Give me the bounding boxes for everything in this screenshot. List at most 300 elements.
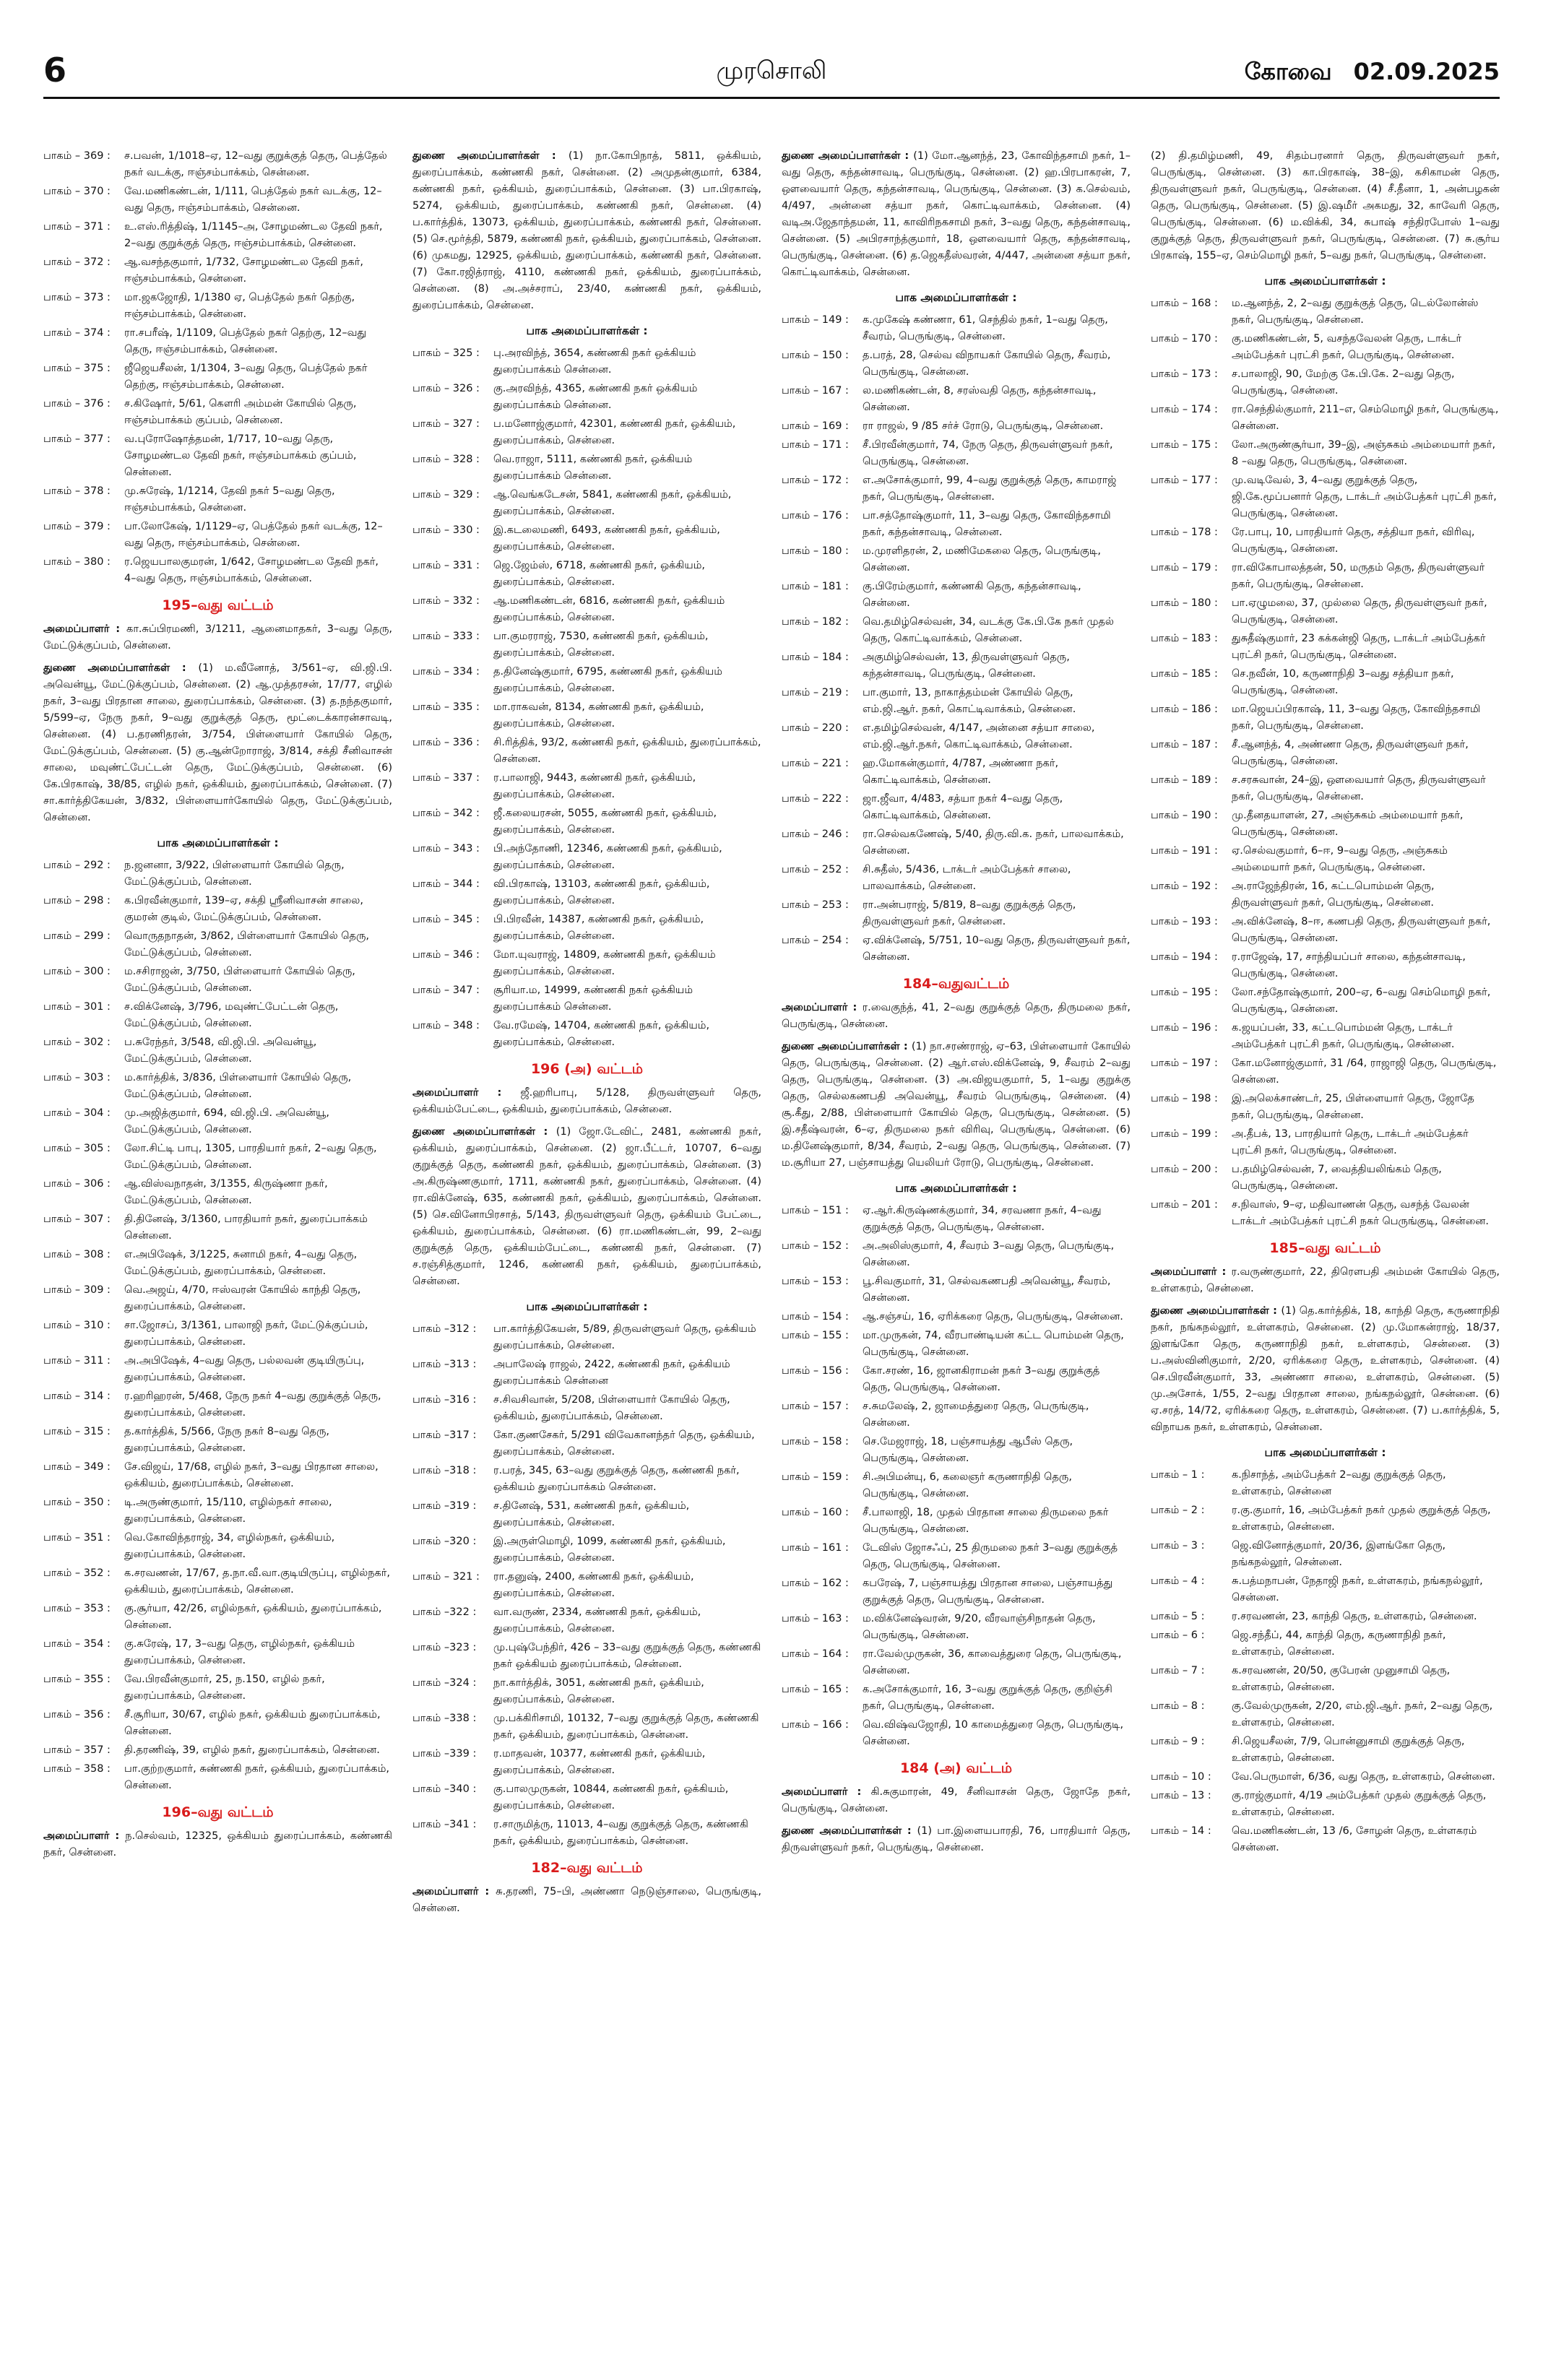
booth-entry — [1151, 631, 1500, 664]
ward-heading: 195–வது வட்டம் — [162, 597, 274, 613]
member-name-address: ப.சுரேந்தர், 3/548, வி.ஜி.பி. அவென்யூ, மேட்டுக்குப்பம், சென்னை. — [124, 1037, 317, 1065]
role-text: (1) ம.வீனோத், 3/561–ஏ, வி.ஜி.பி. அவென்யூ, மேட்டுக்குப்பம், சென்னை. (2) ஆ.முத்தரசன், 17/77, எழில் நகர், 3–வது பிரதான சாலை, துரைப்பாக்கம், சென்னை. (3) த.நந்தகுமார், 5/599–ஏ, நேரு நகர், 9–வது குறுக்குத் தெரு, மூட்டைக்காரன்சாவடி, சென்னை. (4) ப.தரணிதரன், 3/754, பிள்ளையார் கோயில் தெரு, மேட்டுக்குப்பம், சென்னை. (5) கு.ஆன்றோராஜ், 3/814, சக்தி சீனிவாசன் சாலை, மவுண்ட்பேட்டன் தெரு, மேட்டுக்குப்பம், சென்னை. (6) கே.பிரகாஷ், 38/85, எழில் நகர், ஒக்கியம், துரைப்பாக்கம், சென்னை. (7) சா.கார்த்திகேயன், 3/832, பிள்ளையார்கோயில் தெரு, மேட்டுக்குப்பம், சென்னை. — [43, 662, 392, 823]
booth-number: பாகம் –318 : — [412, 1465, 477, 1476]
booth-number: பாகம் – 353 : — [43, 1603, 111, 1614]
member-name-address: மு.அஜித்குமார், 694, வி.ஜி.பி. அவென்யூ, மேட்டுக்குப்பம், சென்னை. — [124, 1107, 329, 1135]
booth-entry — [412, 735, 761, 768]
member-name-address: கோ.சரண், 16, ஜானகிராமன் நகர் 3–வது குறுக்குத் தெரு, பெருங்குடி, சென்னை. — [863, 1365, 1100, 1393]
booth-number: பாகம் – 189 : — [1151, 774, 1218, 786]
member-name-address: சா.ஜோசப், 3/1361, பாலாஜி நகர், மேட்டுக்குப்பம், துரைப்பாக்கம், சென்னை. — [124, 1320, 368, 1348]
member-name-address: ஆ.வசந்தகுமார், 1/732, சோழமண்டல தேவி நகர், ஈஞ்சம்பாக்கம், சென்னை. — [124, 256, 363, 285]
booth-entry — [43, 396, 392, 429]
booth-number: பாகம் – 220 : — [782, 722, 849, 734]
booth-entry — [412, 805, 761, 839]
member-name-address: லோ.அருண்சூர்யா, 39–இ, அஞ்சுகம் அம்மையார் நகர், 8 –வது தெரு, பெருங்குடி, சென்னை. — [1232, 439, 1496, 467]
booth-number: பாகம் – 183 : — [1151, 633, 1218, 644]
booth-number: பாகம் –319 : — [412, 1500, 477, 1512]
booth-number: பாகம் – 302 : — [43, 1037, 111, 1048]
member-name-address: வெ.கோவிந்தராஜ், 34, எழில்நகர், ஒக்கியம், துரைப்பாக்கம், சென்னை. — [124, 1532, 335, 1560]
booth-number: பாகம் – 327 : — [412, 418, 480, 430]
booth-entry — [1151, 949, 1500, 982]
booth-entry — [782, 418, 1131, 435]
member-name-address: ரா ராஜல், 9 /85 சர்ச் ரோடு, பெருங்குடி, சென்னை. — [863, 420, 1104, 432]
booth-number: பாகம் – 328 : — [412, 454, 480, 465]
role-label: துணை அமைப்பாளர்கள் : — [412, 1126, 556, 1138]
member-name-address: ர.ஜெயபாலகுமரன், 1/642, சோழமண்டல தேவி நகர், 4–வது தெரு, ஈஞ்சம்பாக்கம், சென்னை. — [124, 556, 379, 584]
member-name-address: ம.சசிராஜன், 3/750, பிள்ளையார் கோயில் தெரு, மேட்டுக்குப்பம், சென்னை. — [124, 966, 355, 994]
member-name-address: சி.ரித்திக், 93/2, கண்ணகி நகர், ஒக்கியம், துரைப்பாக்கம், சென்னை. — [493, 737, 761, 765]
booth-entry — [782, 1238, 1131, 1271]
member-name-address: ம.முரளிதரன், 2, மணிமேகலை தெரு, பெருங்குடி, சென்னை. — [863, 545, 1101, 574]
booth-number: பாகம் – 379 : — [43, 521, 111, 532]
booth-number: பாகம் – 157 : — [782, 1401, 849, 1412]
booth-number: பாகம் – 325 : — [412, 347, 480, 359]
booth-entry — [1151, 843, 1500, 876]
booth-entry — [782, 756, 1131, 789]
member-name-address: க.நிசாந்த், அம்பேத்கர் 2–வது குறுக்குத் தெரு, உள்ளகரம், சென்னை — [1232, 1469, 1446, 1497]
page-number: 6 — [43, 51, 67, 90]
booth-entry — [782, 1611, 1131, 1644]
booth-number: பாகம் – 307 : — [43, 1213, 111, 1225]
booth-number: பாகம் – 180 : — [782, 545, 849, 557]
booth-entry — [1151, 560, 1500, 593]
booth-entry — [1151, 1627, 1500, 1661]
booth-entry — [1151, 1788, 1500, 1821]
member-name-address: அகுமிழ்செல்வன், 13, திருவள்ளுவர் தெரு, கந்தன்சாவடி, பெருங்குடி, சென்னை. — [863, 652, 1070, 680]
booth-number: பாகம் – 303 : — [43, 1072, 111, 1083]
role-text: ர.வருண்குமார், 22, திரௌபதி அம்மன் கோயில் தெரு, உள்ளகரம், சென்னை. — [1151, 1266, 1500, 1294]
role-paragraph — [43, 1828, 392, 1861]
booth-entry — [43, 1671, 392, 1705]
booth-entry — [43, 1388, 392, 1421]
booth-number: பாகம் – 253 : — [782, 899, 849, 911]
booth-entry — [782, 1682, 1131, 1715]
subheading: பாக அமைப்பாளர்கள் : — [526, 1300, 648, 1313]
booth-number: பாகம் – 151 : — [782, 1205, 849, 1216]
booth-entry — [43, 1353, 392, 1386]
booth-entry — [782, 791, 1131, 824]
member-name-address: ர.ஹரிஹரன், 5/468, நேரு நகர் 4–வது குறுக்குத் தெரு, துரைப்பாக்கம், சென்னை. — [124, 1390, 381, 1419]
booth-number: பாகம் – 197 : — [1151, 1057, 1218, 1069]
booth-number: பாகம் – 358 : — [43, 1763, 111, 1775]
role-paragraph — [1151, 148, 1500, 264]
role-label: அமைப்பாளர் : — [43, 1830, 126, 1842]
member-name-address: ர.பாலாஜி, 9443, கண்ணகி நகர், ஒக்கியம், துரைப்பாக்கம், சென்னை. — [493, 772, 696, 800]
booth-entry — [43, 1424, 392, 1457]
booth-entry — [412, 381, 761, 414]
booth-number: பாகம் – 254 : — [782, 935, 849, 946]
booth-entry — [412, 876, 761, 909]
booth-number: பாகம் – 13 : — [1151, 1790, 1211, 1801]
booth-entry — [1151, 808, 1500, 841]
member-name-address: சீ.பிரவீன்குமார், 74, நேரு தெரு, திருவள்ளுவர் நகர், பெருங்குடி, சென்னை. — [863, 439, 1113, 467]
booth-entry — [412, 1640, 761, 1673]
booth-entry — [412, 1746, 761, 1779]
booth-entry — [43, 1247, 392, 1280]
ward-heading: 184–வதுவட்டம் — [902, 976, 1010, 992]
booth-number: பாகம் – 164 : — [782, 1648, 849, 1660]
booth-entry — [43, 1761, 392, 1794]
booth-number: பாகம் –322 : — [412, 1606, 477, 1618]
booth-number: பாகம் – 181 : — [782, 581, 849, 592]
member-name-address: ஹ.மோகன்குமார், 4/787, அண்ணா நகர், கொட்டிவாக்கம், சென்னை. — [863, 758, 1059, 786]
member-name-address: ல.மணிகண்டன், 8, சரஸ்வதி தெரு, கந்தன்சாவடி, சென்னை. — [863, 385, 1097, 413]
booth-number: பாகம் – 4 : — [1151, 1575, 1205, 1587]
booth-entry — [1151, 1663, 1500, 1696]
booth-entry — [412, 593, 761, 626]
member-name-address: இ.அலெக்சாண்டர், 25, பிள்ளையார் தெரு, ஜோதே நகர், பெருங்குடி, சென்னை. — [1232, 1093, 1474, 1121]
member-name-address: மு.தீனதயாளன், 27, அஞ்சுகம் அம்மையார் நகர், பெருங்குடி, சென்னை. — [1232, 810, 1464, 838]
booth-entry — [43, 325, 392, 358]
booth-number: பாகம் – 10 : — [1151, 1771, 1211, 1783]
member-name-address: சீ.ஆனந்த், 4, அண்ணா தெரு, திருவள்ளுவர் நகர், பெருங்குடி, சென்னை. — [1232, 739, 1469, 767]
booth-entry — [782, 347, 1131, 381]
booth-entry — [43, 1601, 392, 1634]
member-name-address: அ.ராஜேந்திரன், 16, கட்டபொம்மன் தெரு, திருவள்ளுவர் நகர், பெருங்குடி, சென்னை. — [1232, 880, 1435, 909]
booth-entry — [412, 558, 761, 591]
booth-entry — [1151, 737, 1500, 770]
booth-number: பாகம் – 329 : — [412, 489, 480, 501]
booth-entry — [1151, 472, 1500, 522]
role-text: (2) தி.தமிழ்மணி, 49, சிதம்பரனார் தெரு, திருவள்ளுவர் நகர், பெருங்குடி, சென்னை. (3) கா.பிரகாஷ், 38–இ, கசிகாமன் தெரு, திருவள்ளுவர் நகர், பெருங்குடி, சென்னை. (4) சீ.தீனா, 1, அன்பழகன் தெரு, பெருங்குடி, சென்னை. (5) இ.ஷமீர் அகமது, 32, காவேரி தெரு, பெருங்குடி, சென்னை. (6) ம.விக்கி, 34, சுபாஷ் சந்திரபோஸ் 1–வது குறுக்குத் தெரு, திருவள்ளுவர் நகர், பெருங்குடி, சென்னை. (7) சு.சூர்ய பிரகாஷ், 155–ஏ, செம்மொழி நகர், 5–வது நகர், பெருங்குடி, சென்னை. — [1151, 150, 1500, 261]
member-name-address: வே.பிரவீன்குமார், 25, ந.150, எழில் நகர், துரைப்பாக்கம், சென்னை. — [124, 1674, 325, 1702]
booth-number: பாகம் – 7 : — [1151, 1665, 1205, 1676]
booth-number: பாகம் – 194 : — [1151, 951, 1218, 963]
booth-entry — [1151, 772, 1500, 805]
booth-number: பாகம் – 349 : — [43, 1461, 111, 1473]
booth-number: பாகம் – 1 : — [1151, 1469, 1205, 1481]
member-name-address: ஜெ.ஜேம்ஸ், 6718, கண்ணகி நகர், ஒக்கியம், துரைப்பாக்கம், சென்னை. — [493, 560, 706, 588]
member-name-address: ச.பவன், 1/1018–ஏ, 12–வது குறுக்குத் தெரு, பெத்தேல் நகர் வடக்கு, ஈஞ்சம்பாக்கம், சென்னை. — [124, 150, 387, 178]
booth-number: பாகம் – 351 : — [43, 1532, 111, 1544]
booth-number: பாகம் – 173 : — [1151, 368, 1218, 380]
booth-number: பாகம் – 301 : — [43, 1001, 111, 1013]
booth-number: பாகம் – 182 : — [782, 616, 849, 628]
member-name-address: கு.ராஜ்குமார், 4/19 அம்பேத்கர் முதல் குறுக்குத் தெரு, உள்ளகரம், சென்னை. — [1232, 1790, 1487, 1818]
member-name-address: எ.தமிழ்செல்வன், 4/147, அன்னை சத்யா சாலை, எம்.ஜி.ஆர்.நகர், கொட்டிவாக்கம், சென்னை. — [863, 722, 1095, 750]
booth-number: பாகம் – 161 : — [782, 1542, 849, 1554]
booth-number: பாகம் – 200 : — [1151, 1164, 1218, 1175]
member-name-address: க.சரவணன், 17/67, த.நா.வீ.வா.குடியிருப்பு, எழில்நகர், ஒக்கியம், துரைப்பாக்கம், சென்னை. — [124, 1567, 390, 1596]
booth-entry — [412, 664, 761, 697]
booth-number: பாகம் – 149 : — [782, 314, 849, 326]
member-name-address: சி.சுதீஸ், 5/436, டாக்டர் அம்பேத்கர் சாலை, பாலவாக்கம், சென்னை. — [863, 864, 1071, 892]
member-name-address: மோ.யுவராஜ், 14809, கண்ணகி நகர், ஒக்கியம் துரைப்பாக்கம், சென்னை. — [493, 949, 716, 977]
booth-entry — [782, 614, 1131, 647]
ward-heading: 184 (அ) வட்டம் — [899, 1760, 1013, 1776]
member-name-address: வே.ரமேஷ், 14704, கண்ணகி நகர், ஒக்கியம், துரைப்பாக்கம், சென்னை. — [493, 1020, 710, 1048]
member-name-address: ச.சிவசிவான், 5/208, பிள்ளையார் கோயில் தெரு, ஒக்கியம், துரைப்பாக்கம், சென்னை. — [493, 1394, 730, 1422]
member-name-address: டேவிஸ் ஜோசஃப், 25 திருமலை நகர் 3–வது குறுக்குத் தெரு, பெருங்குடி, சென்னை. — [863, 1542, 1118, 1570]
member-name-address: மு.வடிவேல், 3, 4–வது குறுக்குத் தெரு, ஜி.கே.மூப்பனார் தெரு, டாக்டர் அம்பேத்கர் புரட்சி நகர், பெருங்குடி, சென்னை. — [1232, 475, 1497, 519]
booth-number: பாகம் – 373 : — [43, 292, 111, 303]
role-text: கா.சுப்பிரமணி, 3/1211, ஆனைமாதகர், 3–வது தெரு, மேட்டுக்குப்பம், சென்னை. — [43, 623, 392, 652]
booth-number: பாகம் – 309 : — [43, 1284, 111, 1296]
booth-entry — [43, 1707, 392, 1740]
booth-entry — [412, 947, 761, 980]
member-name-address: பூ.சிவகுமார், 31, செல்வகணபதி அவென்யூ, சீவரம், சென்னை. — [863, 1276, 1111, 1304]
booth-number: பாகம் – 350 : — [43, 1497, 111, 1508]
booth-number: பாகம் –317 : — [412, 1429, 477, 1441]
member-name-address: சூரியா.ம, 14999, கண்ணகி நகர் ஒக்கியம் துரைப்பாக்கம் சென்னை. — [493, 985, 693, 1013]
booth-entry — [412, 1781, 761, 1814]
booth-number: பாகம் – 371 : — [43, 221, 111, 233]
booth-entry — [1151, 1823, 1500, 1856]
booth-number: பாகம் – 201 : — [1151, 1199, 1218, 1211]
booth-entry — [412, 841, 761, 874]
booth-number: பாகம் – 345 : — [412, 914, 480, 925]
booth-entry — [43, 1636, 392, 1669]
role-text: (1) தெ.கார்த்திக், 18, காந்தி தெரு, கருணாநிதி நகர், நங்கநல்லூர், உள்ளகரம், சென்னை. (2) மு.மோகன்ராஜ், 18/37, இளங்கோ தெரு, கருணாநிதி நகர், உள்ளகரம், சென்னை. (3) ப.அஸ்வினிகுமார், 2/20, ஏரிக்கரை தெரு, உள்ளகரம், சென்னை. (4) செ.பிரவீன்குமார், 33, அண்ணா சாலை, உள்ளகரம், சென்னை. (5) மு.அசோக், 1/55, 2–வது பிரதான சாலை, நங்கநல்லூர், சென்னை. (6) ஏ.சரத், 14/72, ஏரிக்கரை தெரு, உள்ளகரம், சென்னை. (7) ப.கார்த்திக், 5, விநாயக நகர், உள்ளகரம், சென்னை. — [1151, 1305, 1500, 1433]
booth-entry — [43, 219, 392, 252]
member-name-address: வெ.மணிகண்டன், 13 /6, சோழன் தெரு, உள்ளகரம் சென்னை. — [1232, 1825, 1477, 1853]
booth-number: பாகம் – 304 : — [43, 1107, 111, 1119]
booth-number: பாகம் –316 : — [412, 1394, 477, 1406]
booth-number: பாகம் – 348 : — [412, 1020, 480, 1031]
member-name-address: செ.மேஜராஜ், 18, பஞ்சாயத்து ஆபீஸ் தெரு, பெருங்குடி, சென்னை. — [863, 1436, 1073, 1464]
newspaper-name: முரசொலி — [716, 56, 827, 85]
booth-entry — [782, 543, 1131, 576]
booth-number: பாகம் – 378 : — [43, 485, 111, 497]
member-name-address: கு.சுரேஷ், 17, 3–வது தெரு, எழில்நகர், ஒக்கியம் துரைப்பாக்கம், சென்னை. — [124, 1638, 355, 1666]
booth-entry — [1151, 666, 1500, 699]
booth-number: பாகம் – 222 : — [782, 793, 849, 805]
role-label: அமைப்பாளர் : — [1151, 1266, 1232, 1278]
booth-number: பாகம் – 14 : — [1151, 1825, 1211, 1837]
member-name-address: துசுதீஷ்குமார், 23 கக்கன்ஜி தெரு, டாக்டர் அம்பேத்கர் புரட்சி நகர், பெருங்குடி, சென்னை. — [1232, 633, 1486, 661]
booth-entry — [782, 1646, 1131, 1679]
booth-number: பாகம் – 356 : — [43, 1709, 111, 1721]
member-name-address: ச.நிவாஸ், 9–ஏ, மதிவாணன் தெரு, வசந்த் வேலன் டாக்டர் அம்பேத்கர் புரட்சி நகர் பெருங்குடி, சென்னை. — [1232, 1199, 1489, 1227]
booth-number: பாகம் – 334 : — [412, 666, 480, 678]
column-4 — [1151, 148, 1500, 2366]
booth-number: பாகம் – 174 : — [1151, 404, 1218, 415]
booth-entry — [412, 1498, 761, 1531]
booth-entry — [43, 483, 392, 516]
booth-number: பாகம் – 292 : — [43, 860, 111, 871]
member-name-address: இ.அருள்மொழி, 1099, கண்ணகி நகர், ஒக்கியம், துரைப்பாக்கம், சென்னை. — [493, 1536, 726, 1564]
booth-number: பாகம் – 342 : — [412, 808, 480, 819]
member-name-address: பா.கார்த்திகேயன், 5/89, திருவள்ளுவர் தெரு, ஒக்கியம் துரைப்பாக்கம், சென்னை. — [493, 1323, 756, 1351]
member-name-address: அ.தீபக், 13, பாரதியார் தெரு, டாக்டர் அம்பேத்கர் புரட்சி நகர், பெருங்குடி, சென்னை. — [1232, 1128, 1469, 1156]
booth-number: பாகம் – 165 : — [782, 1684, 849, 1695]
member-name-address: ரா.தனுஷ், 2400, கண்ணகி நகர், ஒக்கியம், துரைப்பாக்கம், சென்னை. — [493, 1571, 694, 1599]
booth-number: பாகம் – 221 : — [782, 758, 849, 769]
ward-heading: 196–வது வட்டம் — [162, 1804, 274, 1820]
booth-entry — [782, 383, 1131, 416]
booth-entry — [1151, 402, 1500, 435]
member-name-address: வெ.அஜய், 4/70, ஈஸ்வரன் கோயில் காந்தி தெரு, துரைப்பாக்கம், சென்னை. — [124, 1284, 361, 1312]
booth-number: பாகம் – 252 : — [782, 864, 849, 875]
role-paragraph — [782, 1823, 1131, 1856]
role-label: துணை அமைப்பாளர்கள் : — [43, 662, 199, 674]
booth-entry — [43, 1459, 392, 1492]
booth-number: பாகம் –341 : — [412, 1819, 477, 1830]
member-name-address: கோ.மனோஜ்குமார், 31 /64, ராஜாஜி தெரு, பெருங்குடி, சென்னை. — [1232, 1057, 1497, 1086]
booth-entry — [412, 1533, 761, 1567]
member-name-address: டி.அருண்குமார், 15/110, எழில்நகர் சாலை, துரைப்பாக்கம், சென்னை. — [124, 1497, 332, 1525]
member-name-address: சு.பத்மநாபன், நேதாஜி நகர், உள்ளகரம், நங்கநல்லூர், சென்னை. — [1232, 1575, 1483, 1604]
booth-entry — [782, 472, 1131, 506]
booth-number: பாகம் – 152 : — [782, 1240, 849, 1252]
booth-entry — [782, 932, 1131, 966]
booth-number: பாகம் – 306 : — [43, 1178, 111, 1190]
member-name-address: ர.பரத், 345, 63–வது குறுக்குத் தெரு, கண்ணகி நகர், ஒக்கியம் துரைப்பாக்கம் சென்னை. — [493, 1465, 740, 1493]
booth-number: பாகம் – 331 : — [412, 560, 480, 571]
booth-entry — [782, 685, 1131, 718]
member-name-address: க.ஜயப்பன், 33, கட்டபொம்மன் தெரு, டாக்டர் அம்பேத்கர் புரட்சி நகர், பெருங்குடி, சென்னை. — [1232, 1022, 1455, 1050]
member-name-address: ந.ஜனனா, 3/922, பிள்ளையார் கோயில் தெரு, மேட்டுக்குப்பம், சென்னை. — [124, 860, 345, 888]
member-name-address: பி.அந்தோணி, 12346, கண்ணகி நகர், ஒக்கியம், துரைப்பாக்கம், சென்னை. — [493, 843, 722, 871]
role-label: அமைப்பாளர் : — [782, 1002, 863, 1013]
booth-number: பாகம் –320 : — [412, 1536, 477, 1547]
booth-number: பாகம் – 187 : — [1151, 739, 1218, 750]
booth-entry — [1151, 878, 1500, 912]
member-name-address: சி.அபிமன்யு, 6, கலைஞர் கருணாநிதி தெரு, பெருங்குடி, சென்னை. — [863, 1471, 1072, 1500]
booth-number: பாகம் – 179 : — [1151, 562, 1218, 574]
booth-number: பாகம் – 5 : — [1151, 1611, 1205, 1622]
booth-number: பாகம் – 186 : — [1151, 704, 1218, 715]
role-paragraph — [412, 1884, 761, 1917]
booth-number: பாகம் – 177 : — [1151, 475, 1218, 486]
member-name-address: லோ.சிட்டி பாபு, 1305, பாரதியார் நகர், 2–வது தெரு, மேட்டுக்குப்பம், சென்னை. — [124, 1143, 377, 1171]
booth-number: பாகம் – 314 : — [43, 1390, 111, 1402]
booth-number: பாகம் – 6 : — [1151, 1630, 1205, 1641]
member-name-address: தி.தரணிஷ், 39, எழில் நகர், துரைப்பாக்கம், சென்னை. — [124, 1744, 380, 1756]
booth-entry — [43, 893, 392, 926]
booth-entry — [43, 290, 392, 323]
role-text: ஜீ.ஹரிபாபு, 5/128, திருவள்ளுவர் தெரு, ஒக்கியம்பேட்டை, ஒக்கியம், துரைப்பாக்கம், சென்னை. — [412, 1087, 761, 1115]
subheading: பாக அமைப்பாளர்கள் : — [526, 324, 648, 337]
role-text: (1) நா.கோபிநாத், 5811, ஒக்கியம், துரைப்பாக்கம், கண்ணகி நகர், சென்னை. (2) அமுதன்குமார், 6384, கண்ணகி நகர், ஒக்கியம், துரைப்பாக்கம், சென்னை. (3) பா.பிரகாஷ், 5274, ஒக்கியம், துரைப்பாக்கம், கண்ணகி நகர், சென்னை. (4) ப.கார்த்திக், 13073, ஒக்கியம், துரைப்பாக்கம், கண்ணகி நகர், சென்னை. (5) செ.மூர்த்தி, 5879, கண்ணகி நகர், ஒக்கியம், துரைப்பாக்கம், சென்னை. (6) முகமது, 12925, ஒக்கியம், துரைப்பாக்கம், கண்ணகி நகர், சென்னை. (7) கோ.ரஜித்ராஜ், 4110, கண்ணகி நகர், ஒக்கியம், துரைப்பாக்கம், சென்னை. (8) அ.அச்சராப், 23/40, கண்ணகி நகர், ஒக்கியம், துரைப்பாக்கம், சென்னை. — [412, 150, 761, 311]
booth-entry — [782, 897, 1131, 930]
member-name-address: ஜா.ஜீவா, 4/483, சத்யா நகர் 4–வது தெரு, கொட்டிவாக்கம், சென்னை. — [863, 793, 1063, 821]
booth-number: பாகம் – 172 : — [782, 475, 849, 486]
booth-number: பாகம் – 305 : — [43, 1143, 111, 1154]
role-text: (1) மோ.ஆனந்த், 23, கோவிந்தசாமி நகர், 1–வது தெரு, கந்தன்சாவடி, பெருங்குடி, சென்னை. (2) ஹ.பிரபாகரன், 7, ஔவையார் தெரு, கந்தன்சாவடி, பெருங்குடி, சென்னை. (3) க.செல்வம், 4/497, அன்னை சத்யா நகர், கொட்டிவாக்கம், சென்னை. (4) வடிஅ.ஜேதாந்தமன், 11, காவிரிநகசாமி நகர், 3–வது தெரு, கந்தன்சாவடி, சென்னை. (5) அபிரசாந்த்குமார், 18, ஔவையார் தெரு, கந்தன்சாவடி, பெருங்குடி, சென்னை. (6) த.ஜெகதீஸ்வரன், 4/447, அன்னை சத்யா நகர், கொட்டிவாக்கம், சென்னை. — [782, 150, 1131, 278]
booth-number: பாகம் – 8 : — [1151, 1700, 1205, 1712]
role-text: ந.செல்வம், 12325, ஒக்கியம் துரைப்பாக்கம், கண்ணகி நகர், சென்னை. — [43, 1830, 392, 1858]
masthead — [43, 46, 1500, 99]
booth-number: பாகம் – 343 : — [412, 843, 480, 854]
booth-number: பாகம் – 321 : — [412, 1571, 480, 1583]
role-paragraph — [782, 1784, 1131, 1817]
member-name-address: மு.சுரேஷ், 1/1214, தேவி நகர் 5–வது தெரு, ஈஞ்சம்பாக்கம், சென்னை. — [124, 485, 335, 514]
role-paragraph — [43, 621, 392, 654]
member-name-address: ரே.பாபு, 10, பாரதியார் தெரு, சத்தியா நகர், விரிவு, பெருங்குடி, சென்னை. — [1232, 527, 1475, 555]
member-name-address: செ.நவீன், 10, கருணாநிதி 3–வது சத்தியா நகர், பெருங்குடி, சென்னை. — [1232, 668, 1454, 696]
booth-number: பாகம் – 219 : — [782, 687, 849, 698]
booth-entry — [43, 360, 392, 394]
member-name-address: ம.விக்னேஷ்வரன், 9/20, வீரவாஞ்சிநாதன் தெரு, பெருங்குடி, சென்னை. — [863, 1613, 1096, 1641]
member-name-address: ஏ.செல்வகுமார், 6–ஈ, 9–வது தெரு, அஞ்சுகம் அம்மையார் நகர், பெருங்குடி, சென்னை. — [1232, 845, 1448, 873]
booth-number: பாகம் – 3 : — [1151, 1540, 1205, 1552]
booth-entry — [782, 720, 1131, 753]
role-paragraph — [1151, 1264, 1500, 1297]
member-name-address: க.அசோக்குமார், 16, 3–வது குறுக்குத் தெரு, குறிஞ்சி நகர், பெருங்குடி, சென்னை. — [863, 1684, 1112, 1712]
booth-entry — [1151, 1467, 1500, 1500]
booth-entry — [43, 1176, 392, 1209]
member-name-address: ப.தமிழ்செல்வன், 7, வைத்தியலிங்கம் தெரு, பெருங்குடி, சென்னை. — [1232, 1164, 1442, 1192]
booth-entry — [1151, 914, 1500, 947]
role-text: (1) ஜோ.டேவிட், 2481, கண்ணகி நகர், ஒக்கியம், துரைப்பாக்கம், சென்னை. (2) ஜா.பீட்டர், 10707, 6–வது குறுக்குத் தெரு, கண்ணகி நகர், ஒக்கியம், துரைப்பாக்கம், சென்னை. (3) அ.கிருஷ்ணகுமார், 1711, கண்ணகி நகர், துரைப்பாக்கம், சென்னை. (4) ரா.விக்னேஷ், 635, கண்ணகி நகர், ஒக்கியம், துரைப்பாக்கம், சென்னை. (5) செ.வினோபிரசாத், 5/143, திருவள்ளுவர் தெரு, ஒக்கியம் பேட்டை, ஒக்கியம், துரைப்பாக்கம், சென்னை. (6) ரா.மணிகண்டன், 99, 2–வது குறுக்குத் தெரு, ஒக்கியம்பேட்டை, கண்ணகி நகர், சென்னை. (7) ச.ரஞ்சித்குமார், 1246, கண்ணகி நகர், ஒக்கியம், துரைப்பாக்கம், சென்னை. — [412, 1126, 761, 1287]
booth-number: பாகம் –324 : — [412, 1677, 477, 1689]
booth-entry — [782, 826, 1131, 860]
edition-city: கோவை — [1244, 58, 1332, 85]
booth-entry — [412, 1710, 761, 1744]
booth-number: பாகம் – 330 : — [412, 524, 480, 536]
booth-entry — [412, 451, 761, 485]
member-name-address: த.பரத், 28, செல்வ விநாயகர் கோயில் தெரு, சீவரம், பெருங்குடி, சென்னை. — [863, 350, 1111, 378]
booth-entry — [412, 1427, 761, 1461]
member-name-address: பா.சத்தோஷ்குமார், 11, 3–வது தெரு, கோவிந்தசாமி நகர், கந்தன்சாவடி, சென்னை. — [863, 510, 1111, 538]
booth-number: பாகம் – 153 : — [782, 1276, 849, 1287]
booth-number: பாகம் – 180 : — [1151, 597, 1218, 609]
member-name-address: ச.தினேஷ், 531, கண்ணகி நகர், ஒக்கியம், துரைப்பாக்கம், சென்னை. — [493, 1500, 690, 1528]
role-label: அமைப்பாளர் : — [412, 1886, 496, 1897]
booth-number: பாகம் –313 : — [412, 1359, 477, 1370]
booth-entry — [782, 1363, 1131, 1396]
member-name-address: ஆ.சஞ்சய், 16, ஏரிக்கரை தெரு, பெருங்குடி, சென்னை. — [863, 1311, 1123, 1323]
member-name-address: கு.பிரேம்குமார், கண்ணகி தெரு, கந்தன்சாவடி, சென்னை. — [863, 581, 1081, 609]
member-name-address: க.முகேஷ் கண்ணா, 61, செந்தில் நகர், 1–வது தெரு, சீவரம், பெருங்குடி, சென்னை. — [863, 314, 1108, 342]
booth-entry — [1151, 1020, 1500, 1053]
member-name-address: ச.பாலாஜி, 90, மேற்கு கே.பி.கே. 2–வது தெரு, பெருங்குடி, சென்னை. — [1232, 368, 1455, 397]
booth-entry — [412, 770, 761, 803]
booth-entry — [43, 1282, 392, 1315]
booth-entry — [412, 1356, 761, 1390]
booth-entry — [782, 508, 1131, 541]
member-name-address: ரா.செந்தில்குமார், 211–எ, செம்மொழி நகர், பெருங்குடி, சென்னை. — [1232, 404, 1499, 432]
booth-number: பாகம் – 198 : — [1151, 1093, 1218, 1104]
booth-number: பாகம் – 347 : — [412, 985, 480, 996]
member-name-address: எ.அசோக்குமார், 99, 4–வது குறுக்குத் தெரு, காமராஜ் நகர், பெருங்குடி, சென்னை. — [863, 475, 1117, 503]
booth-entry — [1151, 595, 1500, 628]
member-name-address: அ.அபிஷேக், 4–வது தெரு, பல்லவன் குடியிருப்பு, துரைப்பாக்கம், சென்னை. — [124, 1355, 365, 1383]
booth-entry — [412, 628, 761, 662]
role-paragraph — [43, 660, 392, 826]
booth-number: பாகம் – 377 : — [43, 433, 111, 445]
member-name-address: வா.வருண், 2334, கண்ணகி நகர், ஒக்கியம், துரைப்பாக்கம், சென்னை. — [493, 1606, 701, 1635]
member-name-address: மா.முருகன், 74, வீரபாண்டியன் கட்ட பொம்மன் தெரு, பெருங்குடி, சென்னை. — [863, 1330, 1124, 1358]
member-name-address: ர.கு.குமார், 16, அம்பேத்கர் நகர் முதல் குறுக்குத் தெரு, உள்ளகரம், சென்னை. — [1232, 1505, 1491, 1533]
booth-entry — [1151, 1573, 1500, 1606]
role-label: துணை அமைப்பாளர்கள் : — [1151, 1305, 1281, 1317]
booth-entry — [43, 964, 392, 997]
booth-number: பாகம் –338 : — [412, 1713, 477, 1724]
member-name-address: மா.ஜகஜோதி, 1/1380 ஏ, பெத்தேல் நகர் தெற்கு, ஈஞ்சம்பாக்கம், சென்னை. — [124, 292, 355, 320]
booth-number: பாகம் – 354 : — [43, 1638, 111, 1650]
booth-entry — [43, 1034, 392, 1068]
booth-entry — [43, 1070, 392, 1103]
booth-entry — [43, 431, 392, 481]
booth-number: பாகம் – 154 : — [782, 1311, 849, 1323]
booth-number: பாகம் – 192 : — [1151, 880, 1218, 892]
member-name-address: சி.ஜெயசீலன், 7/9, பொன்னுசாமி குறுக்குத் தெரு, உள்ளகரம், சென்னை. — [1232, 1736, 1465, 1764]
booth-number: பாகம் – 374 : — [43, 327, 111, 339]
role-text: (1) நா.சரண்ராஜ், ஏ–63, பிள்ளையார் கோயில் தெரு, பெருங்குடி, சென்னை. (2) ஆர்.எஸ்.விக்னேஷ், 9, சீவரம் 2–வது தெரு, பெருங்குடி, சென்னை. (3) அ.விஜயகுமார், 5, 1–வது குறுக்கு தெரு, செல்லகணபதி அவென்யூ, சீவரம் பெருங்குடி, சென்னை. (4) சூ.கீது, 2/88, பிள்ளையார் கோயில் தெரு, பெருங்குடி, சென்னை. (5) இ.சதீஷ்வரன், 6–ஏ, திருமலை நகர் விரிவு, பெருங்குடி, சென்னை. (6) ம.தினேஷ்குமார், 8/34, சீவரம், 2–வது தெரு, பெருங்குடி, சென்னை. (7) ம.சூரியா 27, பஞ்சாயத்து யெலியர் ரோடு, பெருங்குடி, சென்னை. — [782, 1041, 1131, 1169]
booth-number: பாகம் – 352 : — [43, 1567, 111, 1579]
booth-entry — [782, 1328, 1131, 1361]
member-name-address: வெ.விஷ்வஜோதி, 10 காமைத்துரை தெரு, பெருங்குடி, சென்னை. — [863, 1719, 1124, 1747]
member-name-address: ர.சரவணன், 23, காந்தி தெரு, உள்ளகரம், சென்னை. — [1232, 1611, 1477, 1622]
ward-heading: 185–வது வட்டம் — [1269, 1240, 1381, 1256]
booth-entry — [782, 1575, 1131, 1609]
column-2 — [412, 148, 761, 2366]
booth-number: பாகம் – 185 : — [1151, 668, 1218, 680]
booth-number: பாகம் – 159 : — [782, 1471, 849, 1483]
booth-entry — [782, 1505, 1131, 1538]
